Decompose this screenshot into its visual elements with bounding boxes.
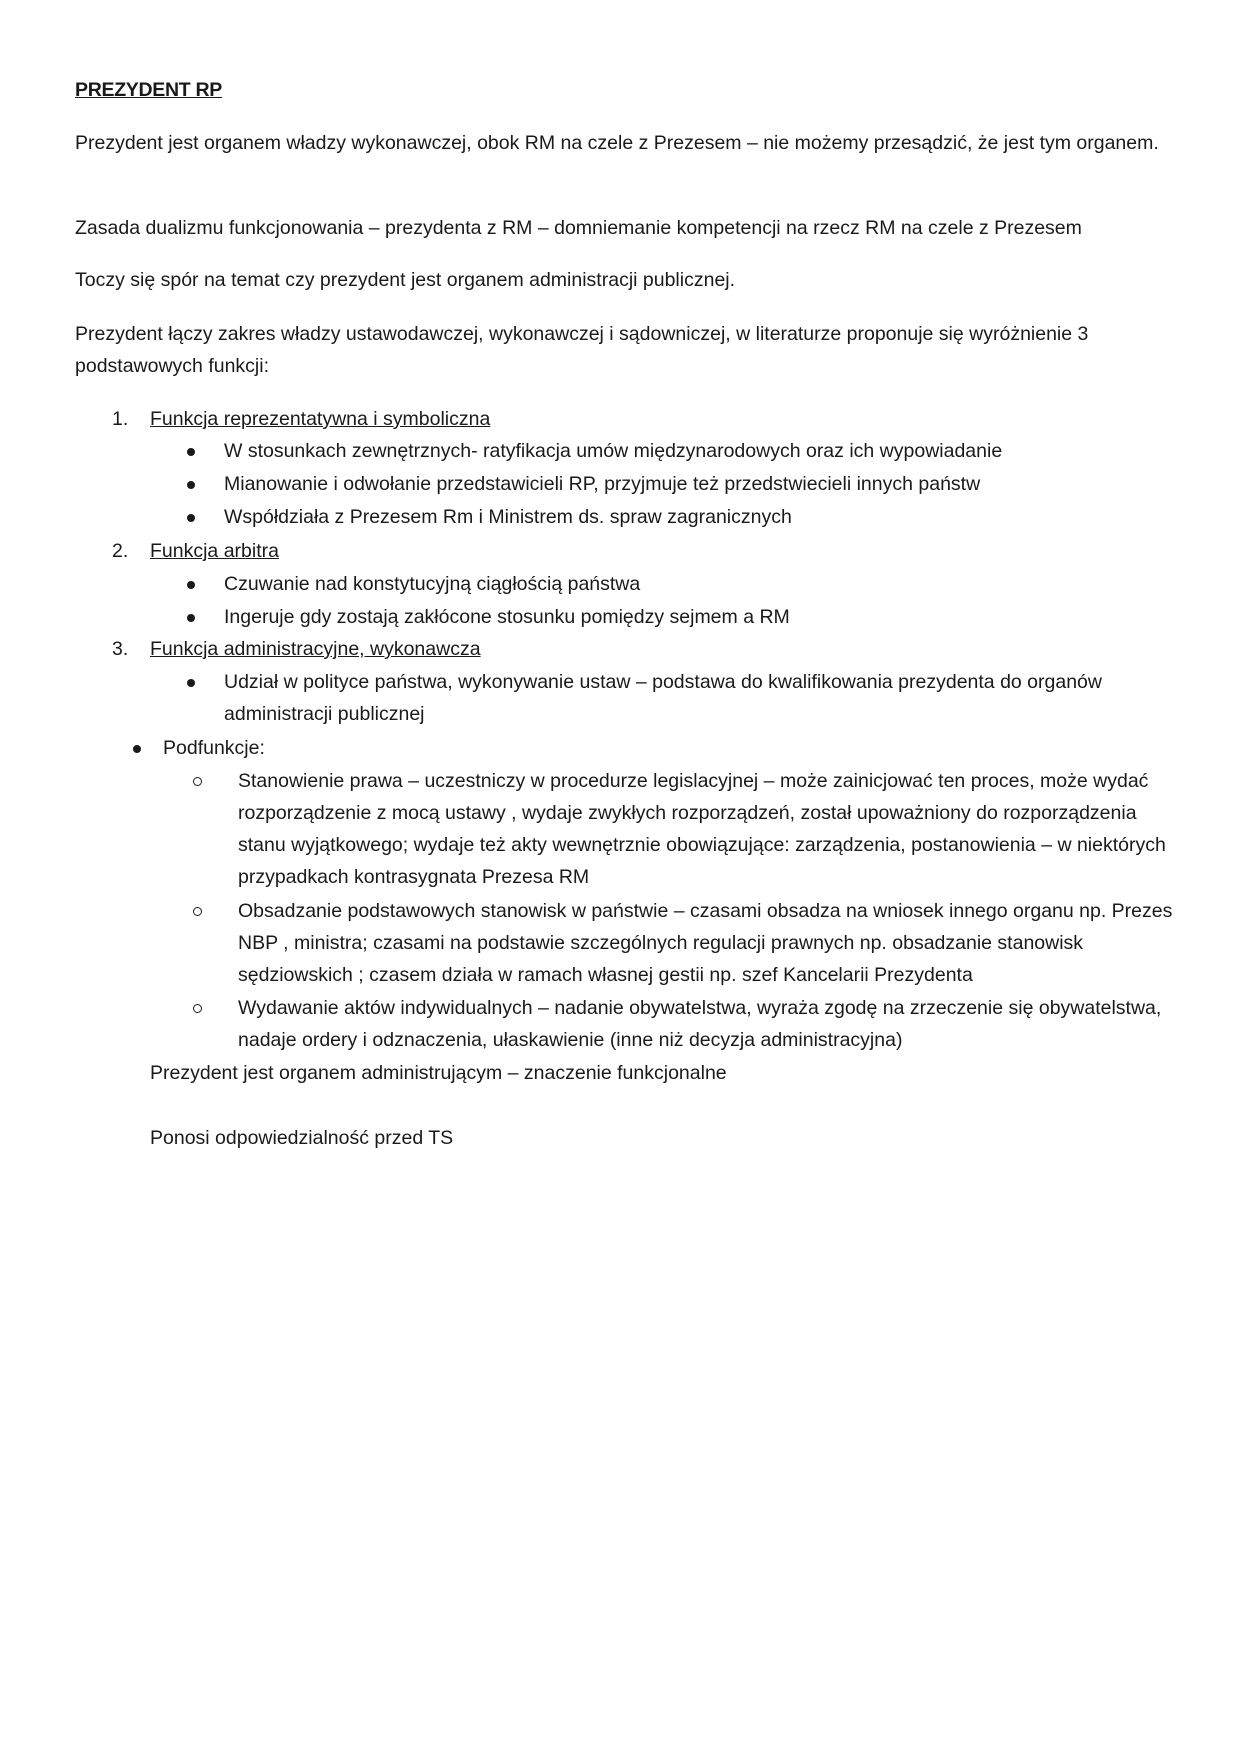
list-item-text: W stosunkach zewnętrznych- ratyfikacja umów międzynarodowych oraz ich wypowiadanie	[224, 440, 1003, 462]
function-name: Funkcja administracyjne, wykonawcza	[150, 638, 481, 660]
bullet-icon	[133, 745, 141, 753]
function-number: 1.	[112, 408, 129, 430]
circle-bullet-icon	[193, 907, 202, 916]
subfunction-text: Wydawanie aktów indywidualnych – nadanie obywatelstwa, wyraża zgodę na zrzeczenie się obywatelstwa, nadaje ordery i odznaczenia, ułaskawienie (inne niż decyzja administracyjna)	[238, 997, 1162, 1051]
bullet-icon	[187, 679, 195, 687]
paragraph-functions-intro: Prezydent łączy zakres władzy ustawodawczej, wykonawczej i sądowniczej, w literaturze proponuje się wyróżnienie 3 podstawowych funkcji:	[75, 323, 1089, 377]
subfunction-text: Obsadzanie podstawowych stanowisk w państwie – czasami obsadza na wniosek innego organu np. Prezes NBP , ministra; czasami na podstawie szczególnych regulacji prawnych np. obsadzanie stanowisk sędziowskich ; czasem działa w ramach własnej gestii np. szef Kancelarii Prezydenta	[238, 900, 1173, 986]
bullet-icon	[187, 581, 195, 589]
closing-line-responsibility: Ponosi odpowiedzialność przed TS	[150, 1127, 454, 1149]
function-number: 3.	[112, 638, 129, 660]
document-title: PREZYDENT RP	[75, 79, 223, 101]
bullet-icon	[187, 514, 195, 522]
subfunctions-label: Podfunkcje:	[163, 737, 265, 759]
paragraph-dualism: Zasada dualizmu funkcjonowania – prezydenta z RM – domniemanie kompetencji na rzecz RM na czele z Prezesem	[75, 217, 1082, 239]
bullet-icon	[187, 481, 195, 489]
subfunction-text: Stanowienie prawa – uczestniczy w procedurze legislacyjnej – może zainicjować ten proces, może wydać rozporządzenie z mocą ustawy , wydaje zwykłych rozporządzeń, został upoważniony do rozporządzenia stanu wyjątkowego; wydaje też akty wewnętrznie obowiązujące: zarządzenia, postanowienia – w niektórych przypadkach kontrasygnata Prezesa RM	[238, 770, 1166, 888]
circle-bullet-icon	[193, 777, 202, 786]
circle-bullet-icon	[193, 1004, 202, 1013]
list-item-text: Ingeruje gdy zostają zakłócone stosunku pomiędzy sejmem a RM	[224, 606, 790, 628]
function-name: Funkcja arbitra	[150, 540, 279, 562]
bullet-icon	[187, 614, 195, 622]
list-item-text: Udział w polityce państwa, wykonywanie ustaw – podstawa do kwalifikowania prezydenta do organów administracji publicznej	[224, 671, 1102, 725]
paragraph-definition: Prezydent jest organem władzy wykonawczej, obok RM na czele z Prezesem – nie możemy przesądzić, że jest tym organem.	[75, 132, 1159, 154]
list-item-text: Czuwanie nad konstytucyjną ciągłością państwa	[224, 573, 641, 595]
paragraph-dispute: Toczy się spór na temat czy prezydent jest organem administracji publicznej.	[75, 269, 736, 291]
bullet-icon	[187, 448, 195, 456]
list-item-text: Mianowanie i odwołanie przedstawicieli RP, przyjmuje też przedstwiecieli innych państw	[224, 473, 981, 495]
function-name: Funkcja reprezentatywna i symboliczna	[150, 408, 491, 430]
closing-line-administrative: Prezydent jest organem administrującym – znaczenie funkcjonalne	[150, 1062, 727, 1084]
function-number: 2.	[112, 540, 129, 562]
list-item-text: Współdziała z Prezesem Rm i Ministrem ds. spraw zagranicznych	[224, 506, 792, 528]
